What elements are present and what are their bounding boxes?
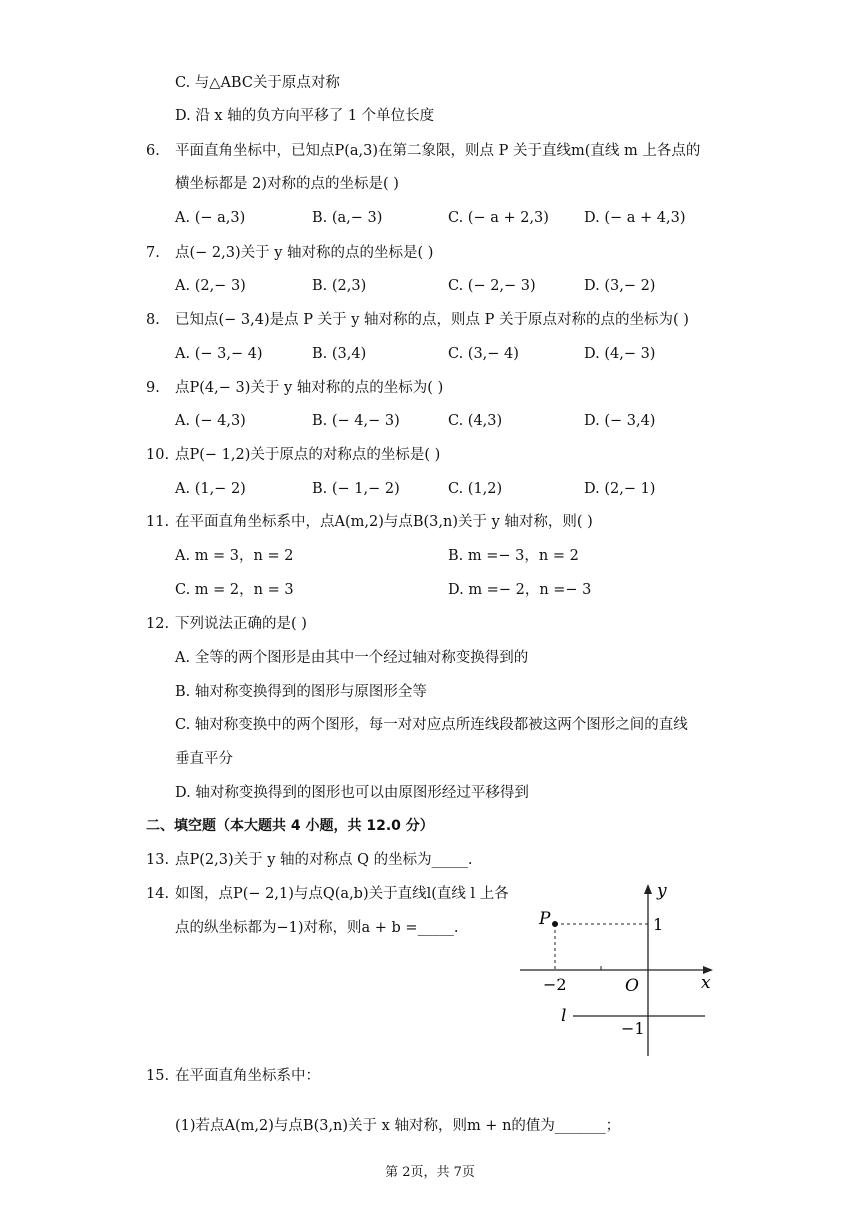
q14-text-line1: 如图，点P(− 2,1)与点Q(a,b)关于直线l(直线 l 上各 — [175, 886, 509, 902]
q8-option-a: A. (− 3,− 4) — [175, 346, 263, 362]
q6-text-line2: 横坐标都是 2)对称的点的坐标是( ) — [175, 176, 399, 192]
q12-option-c-cont: 垂直平分 — [175, 751, 233, 767]
q14-number: 14. — [146, 886, 170, 902]
q9-option-c: C. (4,3) — [448, 413, 503, 429]
q12-option-c: C. 轴对称变换中的两个图形，每一对对应点所连线段都被这两个图形之间的直线 — [175, 717, 688, 733]
origin-label: O — [625, 976, 639, 996]
q11-option-a: A. m = 3，n = 2 — [175, 548, 294, 564]
y-axis-arrow-icon — [644, 884, 652, 894]
q9-option-d: D. (− 3,4) — [584, 413, 656, 429]
q6-option-d: D. (− a + 4,3) — [584, 210, 686, 226]
q10-option-d: D. (2,− 1) — [584, 481, 656, 497]
q13-number: 13. — [146, 852, 170, 868]
q7-option-b: B. (2,3) — [312, 278, 367, 294]
q11-text: 在平面直角坐标系中，点A(m,2)与点B(3,n)关于 y 轴对称，则( ) — [175, 514, 593, 530]
q9-text: 点P(4,− 3)关于 y 轴对称的点的坐标为( ) — [175, 380, 444, 396]
q8-option-b: B. (3,4) — [312, 346, 367, 362]
q6-option-b: B. (a,− 3) — [312, 210, 383, 226]
q8-option-d: D. (4,− 3) — [584, 346, 656, 362]
q9-number: 9. — [146, 380, 160, 396]
q10-option-c: C. (1,2) — [448, 481, 503, 497]
q6-option-a: A. (− a,3) — [175, 210, 246, 226]
q9-option-a: A. (− 4,3) — [175, 413, 246, 429]
q12-number: 12. — [146, 616, 170, 632]
q10-option-b: B. (− 1,− 2) — [312, 481, 400, 497]
tick-label-neg-1: −1 — [621, 1019, 645, 1038]
q7-number: 7. — [146, 245, 160, 261]
point-p-label: P — [539, 909, 551, 929]
q11-option-d: D. m =− 2，n =− 3 — [448, 582, 592, 598]
q6-number: 6. — [146, 143, 160, 159]
q5-option-c: C. 与△ABC关于原点对称 — [175, 75, 340, 91]
q12-option-b: B. 轴对称变换得到的图形与原图形全等 — [175, 684, 427, 700]
q8-number: 8. — [146, 312, 160, 328]
point-p — [552, 921, 558, 927]
q10-text: 点P(− 1,2)关于原点的对称点的坐标是( ) — [175, 447, 441, 463]
q15-subquestion-1: (1)若点A(m,2)与点B(3,n)关于 x 轴对称，则m + n的值为_______； — [175, 1118, 621, 1134]
q9-option-b: B. (− 4,− 3) — [312, 413, 400, 429]
q12-option-a: A. 全等的两个图形是由其中一个经过轴对称变换得到的 — [175, 650, 529, 666]
y-axis-label: y — [657, 881, 667, 901]
q12-option-d: D. 轴对称变换得到的图形也可以由原图形经过平移得到 — [175, 785, 529, 801]
q10-number: 10. — [146, 447, 170, 463]
q5-option-d: D. 沿 x 轴的负方向平移了 1 个单位长度 — [175, 108, 435, 124]
q15-number: 15. — [146, 1068, 170, 1084]
q12-text: 下列说法正确的是( ) — [175, 616, 307, 632]
x-axis-label: x — [701, 973, 711, 993]
q14-text-line2: 点的纵坐标都为−1)对称，则a + b =_____. — [175, 920, 459, 936]
tick-label-1: 1 — [653, 915, 664, 934]
q15-text: 在平面直角坐标系中： — [175, 1068, 320, 1084]
q7-option-a: A. (2,− 3) — [175, 278, 246, 294]
q11-option-c: C. m = 2，n = 3 — [175, 582, 294, 598]
q10-option-a: A. (1,− 2) — [175, 481, 246, 497]
q11-number: 11. — [146, 514, 170, 530]
section-heading-fill-blank: 二、填空题（本大题共 4 小题，共 12.0 分） — [146, 818, 434, 834]
q6-text-line1: 平面直角坐标中，已知点P(a,3)在第二象限，则点 P 关于直线m(直线 m 上各点的 — [175, 143, 701, 159]
tick-label-neg-2: −2 — [543, 975, 567, 994]
q8-text: 已知点(− 3,4)是点 P 关于 y 轴对称的点，则点 P 关于原点对称的点的坐标为( ) — [175, 312, 689, 328]
page-footer: 第 2页，共 7页 — [385, 1165, 475, 1180]
coordinate-figure — [515, 878, 725, 1062]
q11-option-b: B. m =− 3，n = 2 — [448, 548, 579, 564]
q13-text: 点P(2,3)关于 y 轴的对称点 Q 的坐标为_____. — [175, 852, 473, 868]
q7-option-d: D. (3,− 2) — [584, 278, 656, 294]
q8-option-c: C. (3,− 4) — [448, 346, 519, 362]
q7-option-c: C. (− 2,− 3) — [448, 278, 536, 294]
line-l-label: l — [561, 1006, 567, 1026]
q7-text: 点(− 2,3)关于 y 轴对称的点的坐标是( ) — [175, 245, 434, 261]
q6-option-c: C. (− a + 2,3) — [448, 210, 549, 226]
